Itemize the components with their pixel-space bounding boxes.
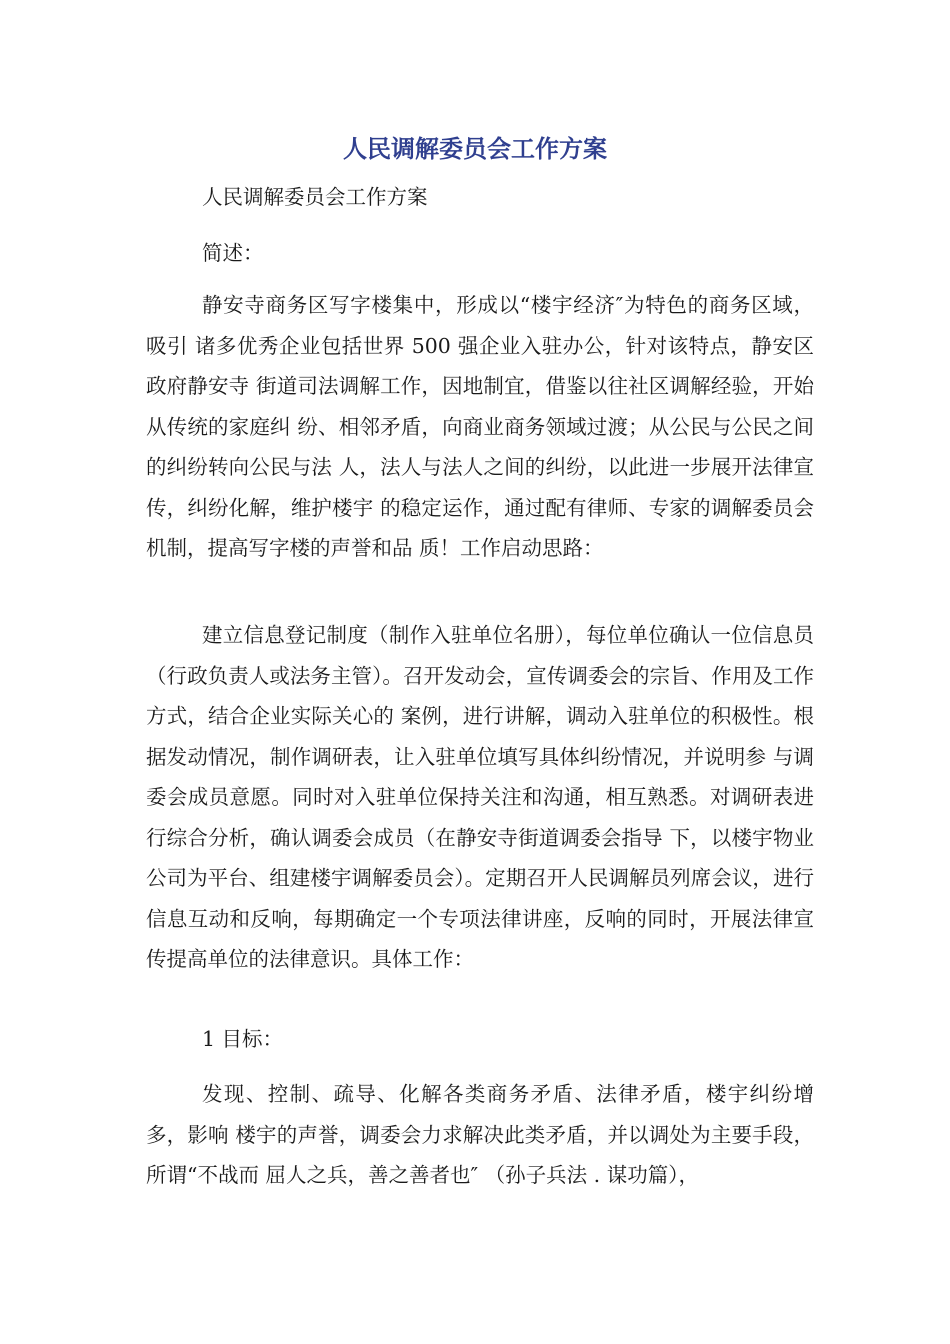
paragraph-summary-heading: 简述： [202,241,264,265]
document-title: 人民调解委员会工作方案 [343,135,607,163]
paragraph-summary-body: 静安寺商务区写字楼集中，形成以“楼宇经济″为特色的商务区域，吸引 诸多优秀企业包括世界 500 强企业入驻办公，针对该特点，静安区政府静安寺 街道司法调解工作，因地制宜，借鉴以往社区调解经验，开始从传统的家庭纠 纷、相邻矛盾，向商业商务领域过渡；从公民与公民之间的纠纷转向公民与法 人，法人与法人之间的纠纷，以此进一步展开法律宣传，纠纷化解，维护楼宇 的稳定运作，通过配有律师、专家的调解委员会机制，提高写字楼的声誉和品 质！工作启动思路： [146,293,814,560]
paragraph-goal-body: 发现、控制、疏导、化解各类商务矛盾、法律矛盾，楼宇纠纷增多，影响 楼宇的声誉，调委会力求解决此类矛盾，并以调处为主要手段，所谓“不战而 屈人之兵，善之善者也″ （孙子兵法 . 谋功篇）， [146,1082,814,1187]
paragraph-subtitle: 人民调解委员会工作方案 [202,185,428,209]
paragraph-goal-heading: 1 目标： [202,1027,284,1051]
paragraph-startup-plan: 建立信息登记制度（制作入驻单位名册），每位单位确认一位信息员 （行政负责人或法务主管）。召开发动会，宣传调委会的宗旨、作用及工作方式，结合企业实际关心的 案例，进行讲解，调动入驻单位的积极性。根据发动情况，制作调研表，让入驻单位填写具体纠纷情况，并说明参 与调委会成员意愿。同时对入驻单位保持关注和沟通，相互熟悉。对调研表进行综合分析，确认调委会成员（在静安寺街道调委会指导 下，以楼宇物业公司为平台、组建楼宇调解委员会）。定期召开人民调解员列席会议，进行信息互动和反响，每期确定一个专项法律讲座，反响的同时，开展法律宣传提高单位的法律意识。具体工作： [146,623,814,971]
